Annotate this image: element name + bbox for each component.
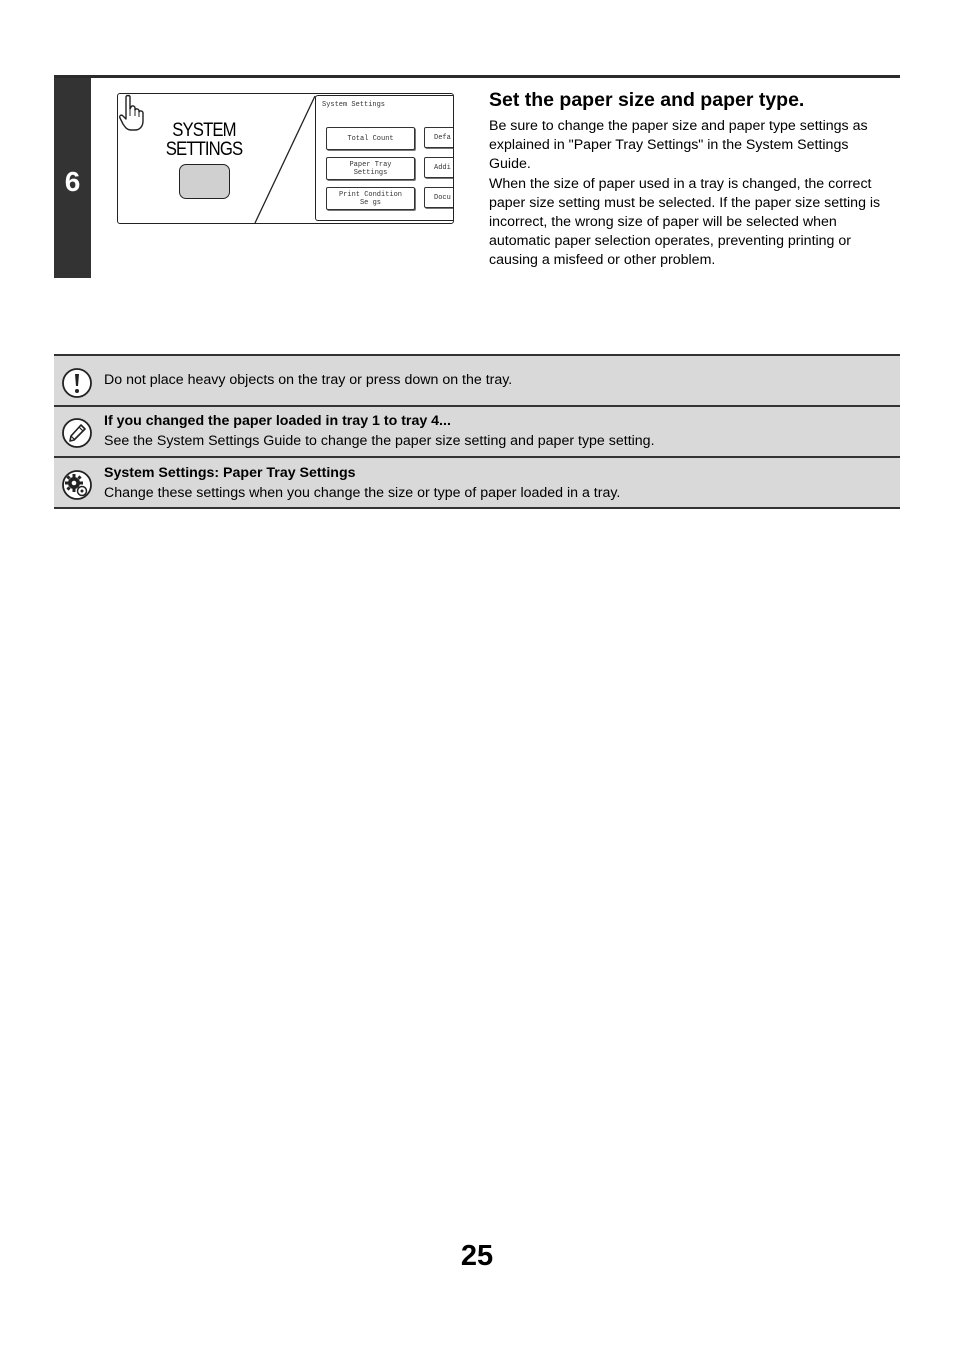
document-filing-button: Docu	[424, 187, 454, 208]
step-paragraph-1: Be sure to change the paper size and paper type settings as explained in "Paper Tray Settings" in the System Settings Guide.	[489, 118, 868, 173]
key-label-line-2: SETTINGS	[165, 139, 243, 160]
system-settings-note-content	[104, 464, 620, 503]
pointing-hand-icon	[118, 94, 148, 132]
pencil-note-icon	[61, 417, 93, 449]
paper-tray-settings-button: Paper Tray Settings	[326, 157, 415, 180]
system-settings-note-text: Change these settings when you change the size or type of paper loaded in a tray.	[104, 484, 621, 501]
tip-note-text: See the System Settings Guide to change the paper size setting and paper type setting.	[104, 432, 655, 449]
system-settings-key-label	[164, 121, 245, 159]
step-body	[489, 117, 894, 271]
default-settings-button: Defa	[424, 127, 454, 148]
step-number: 6	[64, 166, 81, 197]
operation-panel-illustration	[117, 93, 454, 224]
system-settings-gear-icon	[61, 469, 93, 501]
caution-exclamation-icon	[61, 367, 93, 399]
step-paragraph-2: When the size of paper used in a tray is changed, the correct paper size setting must be selected. If the paper size setting is incorrect, the wrong size of paper will be selected when automatic paper selection operates, preventing printing or causing a misfeed or other problem.	[489, 175, 881, 269]
system-settings-key	[179, 164, 230, 199]
print-condition-settings-button: Print Condition Se gs	[326, 187, 415, 210]
caution-note	[54, 354, 900, 405]
system-settings-note-title: System Settings: Paper Tray Settings	[104, 465, 356, 481]
touch-panel-screen	[315, 95, 454, 221]
tip-note-content	[104, 412, 655, 451]
total-count-button: Total Count	[326, 127, 415, 150]
address-control-button: Addi	[424, 157, 454, 178]
notes-section	[54, 354, 900, 509]
step-top-rule	[54, 75, 900, 78]
caution-note-text: Do not place heavy objects on the tray or press down on the tray.	[104, 372, 513, 388]
key-label-line-1: SYSTEM	[172, 120, 236, 141]
tip-note-title: If you changed the paper loaded in tray 1 to tray 4...	[104, 413, 451, 429]
caution-note-content	[104, 371, 512, 391]
tip-note	[54, 405, 900, 456]
screen-title: System Settings	[322, 101, 386, 109]
step-heading: Set the paper size and paper type.	[489, 89, 805, 111]
page-number: 25	[460, 1240, 494, 1272]
system-settings-note	[54, 456, 900, 509]
